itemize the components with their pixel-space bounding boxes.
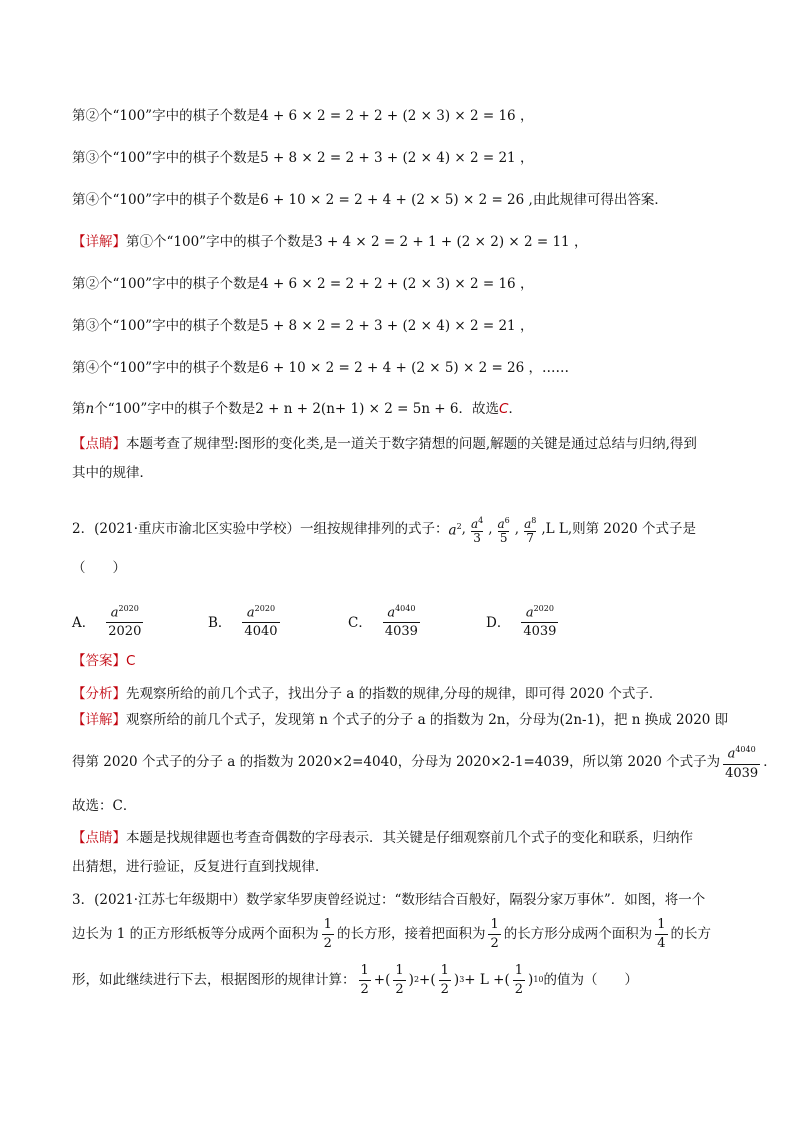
option-d: D． $\frac{a^{2020}}{4039}$ xyxy=(486,604,557,640)
answer-value: C xyxy=(126,653,136,669)
detail-text: 第①个“100”字中的棋子个数是3 + 4 × 2 = 2 + 1 + (2 × 2) × 2 = 11 ， xyxy=(126,234,588,250)
analysis-line xyxy=(72,684,662,704)
detail-text: 观察所给的前几个式子，发现第 n 个式子的分子 a 的指数为 2n，分母为(2n-1)，把 n 换成 2020 即 xyxy=(126,712,729,728)
comment-text: 本题是找规律题也考查奇偶数的字母表示．其关键是仔细观察前几个式子的变化和联系，归纳作 xyxy=(126,830,693,846)
seq-frac: $\frac{a^8}{7}$ xyxy=(524,515,537,545)
text-line: 第④个“100”字中的棋子个数是6 + 10 × 2 = 2 + 4 + (2 × 5) × 2 = 26 ，…… xyxy=(72,360,570,376)
seq-frac: $\frac{a^4}{3}$ xyxy=(470,515,484,545)
seq-tail: ,L L xyxy=(541,521,568,537)
option-b: B． $\frac{a^{2020}}{4040}$ xyxy=(208,604,278,640)
text-line: 第③个“100”字中的棋子个数是5 + 8 × 2 = 2 + 3 + (2 × 4) × 2 = 21 ， xyxy=(72,318,534,334)
nth-line xyxy=(72,399,522,419)
text-line: 第③个“100”字中的棋子个数是5 + 8 × 2 = 2 + 3 + (2 × 4) × 2 = 21 ， xyxy=(72,150,534,166)
comment-tag: 【点睛】 xyxy=(72,436,126,452)
analysis-tag: 【分析】 xyxy=(72,686,126,702)
option-a: A． $\frac{a^{2020}}{2020}$ xyxy=(72,604,142,640)
q3-line1: 3．(2021·江苏七年级期中）数学家华罗庚曾经说过：“数形结合百般好，隔裂分家万事休”．如图，将一个 xyxy=(72,892,706,908)
choice-line: 故选：C． xyxy=(72,798,137,814)
seq-frac: $\frac{a^6}{5}$ xyxy=(497,515,510,545)
q2-stem: 2．(2021·重庆市渝北区实验中学校）一组按规律排列的式子： $a^2$ , $\frac{a^4}{3}$ , $\frac{a^6}{5}$ , $\frac{a^8}{7}$ ,L L ,则第 2020 个式子是 xyxy=(72,515,697,545)
analysis-text: 先观察所给的前几个式子，找出分子 a 的指数的规律,分母的规律，即可得 2020 个式子． xyxy=(126,686,663,702)
q3-line3: 形，如此继续进行下去，根据图形的规律计算： $\frac{1}{2}$ + ( $\frac{1}{2}$ ) 2 + ( $\frac{1}{2}$ ) 3 + L + ( $\frac{1}{2}$ ) 10 的值为（ ） xyxy=(72,962,638,997)
text-line: 出猜想，进行验证，反复进行直到找规律． xyxy=(72,859,329,875)
comment-text: 本题考查了规律型:图形的变化类,是一道关于数字猜想的问题,解题的关键是通过总结与归纳,得到 xyxy=(126,436,697,452)
option-c: C． $\frac{a^{4040}}{4039}$ xyxy=(348,604,418,640)
nth-text: 个“100”字中的棋子个数是2 + n + 2(n+ 1) × 2 = 5n + 6．故选 xyxy=(94,401,499,417)
q2-stem-end: ,则第 2020 个式子是 xyxy=(567,521,697,537)
text-line: 第②个“100”字中的棋子个数是4 + 6 × 2 = 2 + 2 + (2 × 3) × 2 = 16 ， xyxy=(72,108,534,124)
comment-tag: 【点睛】 xyxy=(72,830,126,846)
answer-tag: 【答案】 xyxy=(72,653,126,669)
text-line: 第④个“100”字中的棋子个数是6 + 10 × 2 = 2 + 4 + (2 × 5) × 2 = 26 ,由此规律可得出答案． xyxy=(72,192,668,208)
comment-line xyxy=(72,828,693,848)
comment-line xyxy=(72,434,697,454)
nth-end: ． xyxy=(508,401,522,417)
text-line: 其中的规律． xyxy=(72,465,153,481)
detail-line xyxy=(72,710,728,730)
q2-paren: （ ） xyxy=(72,560,126,576)
seq-term: $a^2$ xyxy=(448,522,462,539)
detail-tag: 【详解】 xyxy=(72,712,126,728)
detail-line xyxy=(72,232,587,252)
nth-prefix: 第 xyxy=(72,401,86,417)
detail-line-2: 得第 2020 个式子的分子 a 的指数为 2020×2=4040，分母为 2020×2-1=4039，所以第 2020 个式子为 $\frac{a^{4040}}{4039}$ ． xyxy=(72,740,777,784)
detail-frac: $\frac{a^{4040}}{4039}$ xyxy=(725,745,759,781)
q3-line2: 边长为 1 的正方形纸板等分成两个面积为 $\frac{1}{2}$ 的长方形，接着把面积为 $\frac{1}{2}$ 的长方形分成两个面积为 $\frac{1}{4}$ 的长方 xyxy=(72,916,712,951)
text-line: 第②个“100”字中的棋子个数是4 + 6 × 2 = 2 + 2 + (2 × 3) × 2 = 16 ， xyxy=(72,276,534,292)
q2-stem-start: 2．(2021·重庆市渝北区实验中学校）一组按规律排列的式子： xyxy=(72,521,449,537)
detail-tag: 【详解】 xyxy=(72,234,126,250)
nth-var: n xyxy=(85,401,95,417)
nth-answer: C xyxy=(499,401,509,417)
answer-line xyxy=(72,651,135,671)
